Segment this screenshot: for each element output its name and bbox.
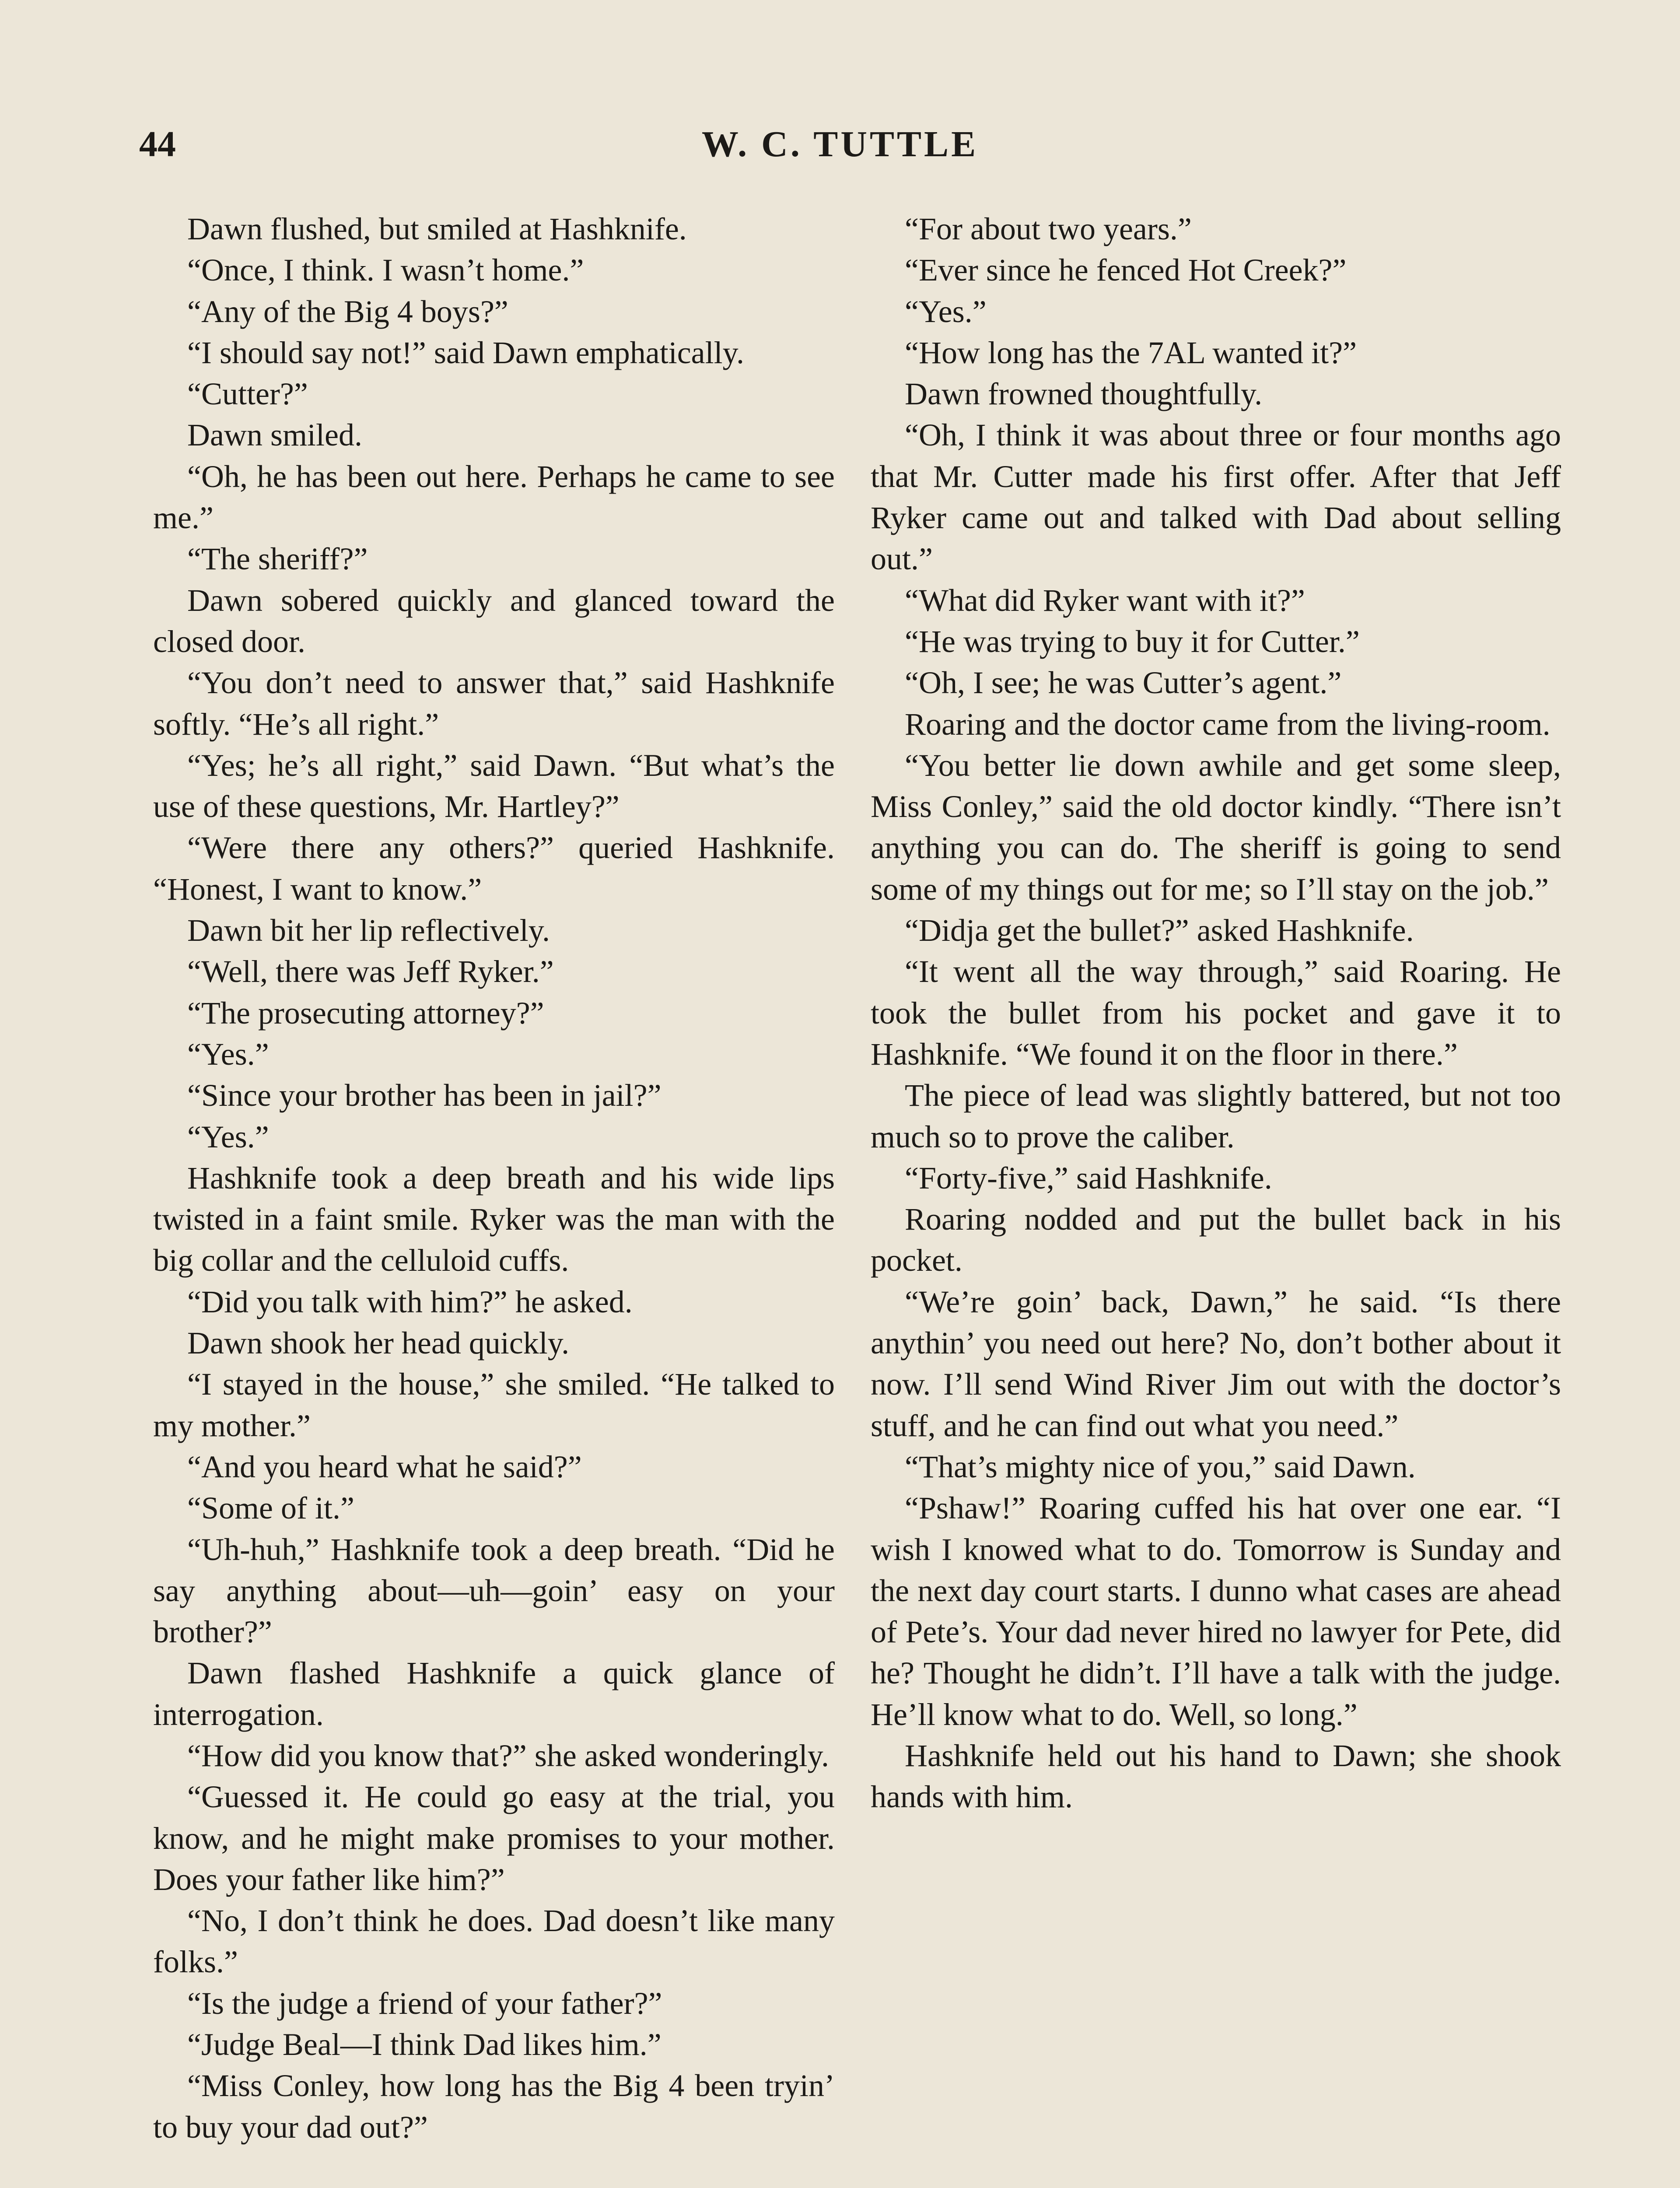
paragraph: “I should say not!” said Dawn emphatically. — [187, 335, 744, 370]
paragraph: “And you heard what he said?” — [187, 1449, 582, 1484]
text-column-left — [153, 208, 835, 2148]
paragraph: The piece of lead was slightly battered, but not too much so to prove the caliber. — [871, 1078, 1561, 1154]
paragraph: Dawn flushed, but smiled at Hashknife. — [187, 211, 687, 246]
paragraph: “Oh, I think it was about three or four months ago that Mr. Cutter made his first offer. After that Jeff Ryker came out and talked with Dad about selling out.” — [871, 417, 1561, 577]
paragraph: “The prosecuting attorney?” — [187, 995, 544, 1031]
paragraph: “Some of it.” — [187, 1490, 354, 1526]
paragraph: “Were there any others?” queried Hashknife. “Honest, I want to know.” — [153, 830, 835, 907]
paragraph: “Uh-huh,” Hashknife took a deep breath. “Did he say anything about—uh—goin’ easy on your brother?” — [153, 1532, 835, 1650]
paragraph: Dawn frowned thoughtfully. — [905, 376, 1263, 412]
paragraph: “No, I don’t think he does. Dad doesn’t like many folks.” — [153, 1903, 835, 1980]
paragraph: Dawn flashed Hashknife a quick glance of interrogation. — [153, 1655, 835, 1732]
paragraph: “Pshaw!” Roaring cuffed his hat over one ear. “I wish I knowed what to do. Tomorrow is Sunday and the next day court starts. I dunno what cases are ahead of Pete’s. Your dad never hired no lawyer for Pete, did he? Thought he didn’t. I’ll have a talk with the judge. He’ll know what to do. Well, so long.” — [871, 1490, 1561, 1732]
paragraph: “Yes; he’s all right,” said Dawn. “But what’s the use of these questions, Mr. Hartley?” — [153, 747, 835, 824]
paragraph: “Cutter?” — [187, 376, 308, 412]
paragraph: “Yes.” — [905, 294, 987, 329]
paragraph: “Once, I think. I wasn’t home.” — [187, 252, 584, 288]
paragraph: “Well, there was Jeff Ryker.” — [187, 954, 554, 989]
paragraph: “Judge Beal—I think Dad likes him.” — [187, 2027, 662, 2062]
paragraph: “Didja get the bullet?” asked Hashknife. — [905, 913, 1414, 948]
paragraph: “Forty-five,” said Hashknife. — [905, 1160, 1272, 1196]
paragraph: “Ever since he fenced Hot Creek?” — [905, 252, 1347, 288]
paragraph: “It went all the way through,” said Roaring. He took the bullet from his pocket and gave it to Hashknife. “We found it on the floor in there.” — [871, 954, 1561, 1072]
paragraph: “That’s mighty nice of you,” said Dawn. — [905, 1449, 1416, 1484]
paragraph: “How did you know that?” she asked wonderingly. — [187, 1738, 829, 1773]
paragraph: “You better lie down awhile and get some sleep, Miss Conley,” said the old doctor kindly. “There isn’t anything you can do. The sheriff is going to send some of my things out for me; so I’ll stay on the job.” — [871, 747, 1561, 907]
paragraph: “I stayed in the house,” she smiled. “He talked to my mother.” — [153, 1367, 835, 1443]
text-column-right — [871, 208, 1561, 1818]
paragraph: Hashknife took a deep breath and his wide lips twisted in a faint smile. Ryker was the man with the big collar and the celluloid cuffs. — [153, 1160, 835, 1278]
paragraph: “Yes.” — [187, 1036, 269, 1072]
paragraph: “For about two years.” — [905, 211, 1192, 246]
paragraph: “Oh, he has been out here. Perhaps he came to see me.” — [153, 459, 835, 536]
running-head: W. C. TUTTLE — [701, 124, 979, 165]
paragraph: “You don’t need to answer that,” said Hashknife softly. “He’s all right.” — [153, 665, 835, 742]
paragraph: “Since your brother has been in jail?” — [187, 1078, 662, 1113]
paragraph: Dawn bit her lip reflectively. — [187, 913, 550, 948]
paragraph: Dawn smiled. — [187, 417, 362, 453]
paragraph: Dawn sobered quickly and glanced toward the closed door. — [153, 582, 835, 659]
paragraph: “The sheriff?” — [187, 541, 368, 577]
paragraph: “Guessed it. He could go easy at the trial, you know, and he might make promises to your mother. Does your father like him?” — [153, 1779, 835, 1897]
page-header — [139, 118, 1541, 171]
page-number: 44 — [139, 124, 176, 165]
paragraph: “He was trying to buy it for Cutter.” — [905, 624, 1360, 659]
paragraph: “Oh, I see; he was Cutter’s agent.” — [905, 665, 1342, 701]
paragraph: Hashknife held out his hand to Dawn; she shook hands with him. — [871, 1738, 1561, 1815]
paragraph: “Miss Conley, how long has the Big 4 been tryin’ to buy your dad out?” — [153, 2068, 835, 2145]
paragraph: “Any of the Big 4 boys?” — [187, 294, 508, 329]
paragraph: “How long has the 7AL wanted it?” — [905, 335, 1357, 370]
paragraph: “Yes.” — [187, 1119, 269, 1154]
paragraph: “We’re goin’ back, Dawn,” he said. “Is there anythin’ you need out here? No, don’t bother about it now. I’ll send Wind River Jim out with the doctor’s stuff, and he can find out what you need.” — [871, 1284, 1561, 1443]
paragraph: “Is the judge a friend of your father?” — [187, 1985, 662, 2021]
paragraph: Roaring nodded and put the bullet back in his pocket. — [871, 1202, 1561, 1278]
paragraph: Dawn shook her head quickly. — [187, 1325, 570, 1361]
paragraph: “What did Ryker want with it?” — [905, 582, 1305, 618]
paragraph: Roaring and the doctor came from the living-room. — [905, 706, 1550, 742]
paragraph: “Did you talk with him?” he asked. — [187, 1284, 633, 1319]
